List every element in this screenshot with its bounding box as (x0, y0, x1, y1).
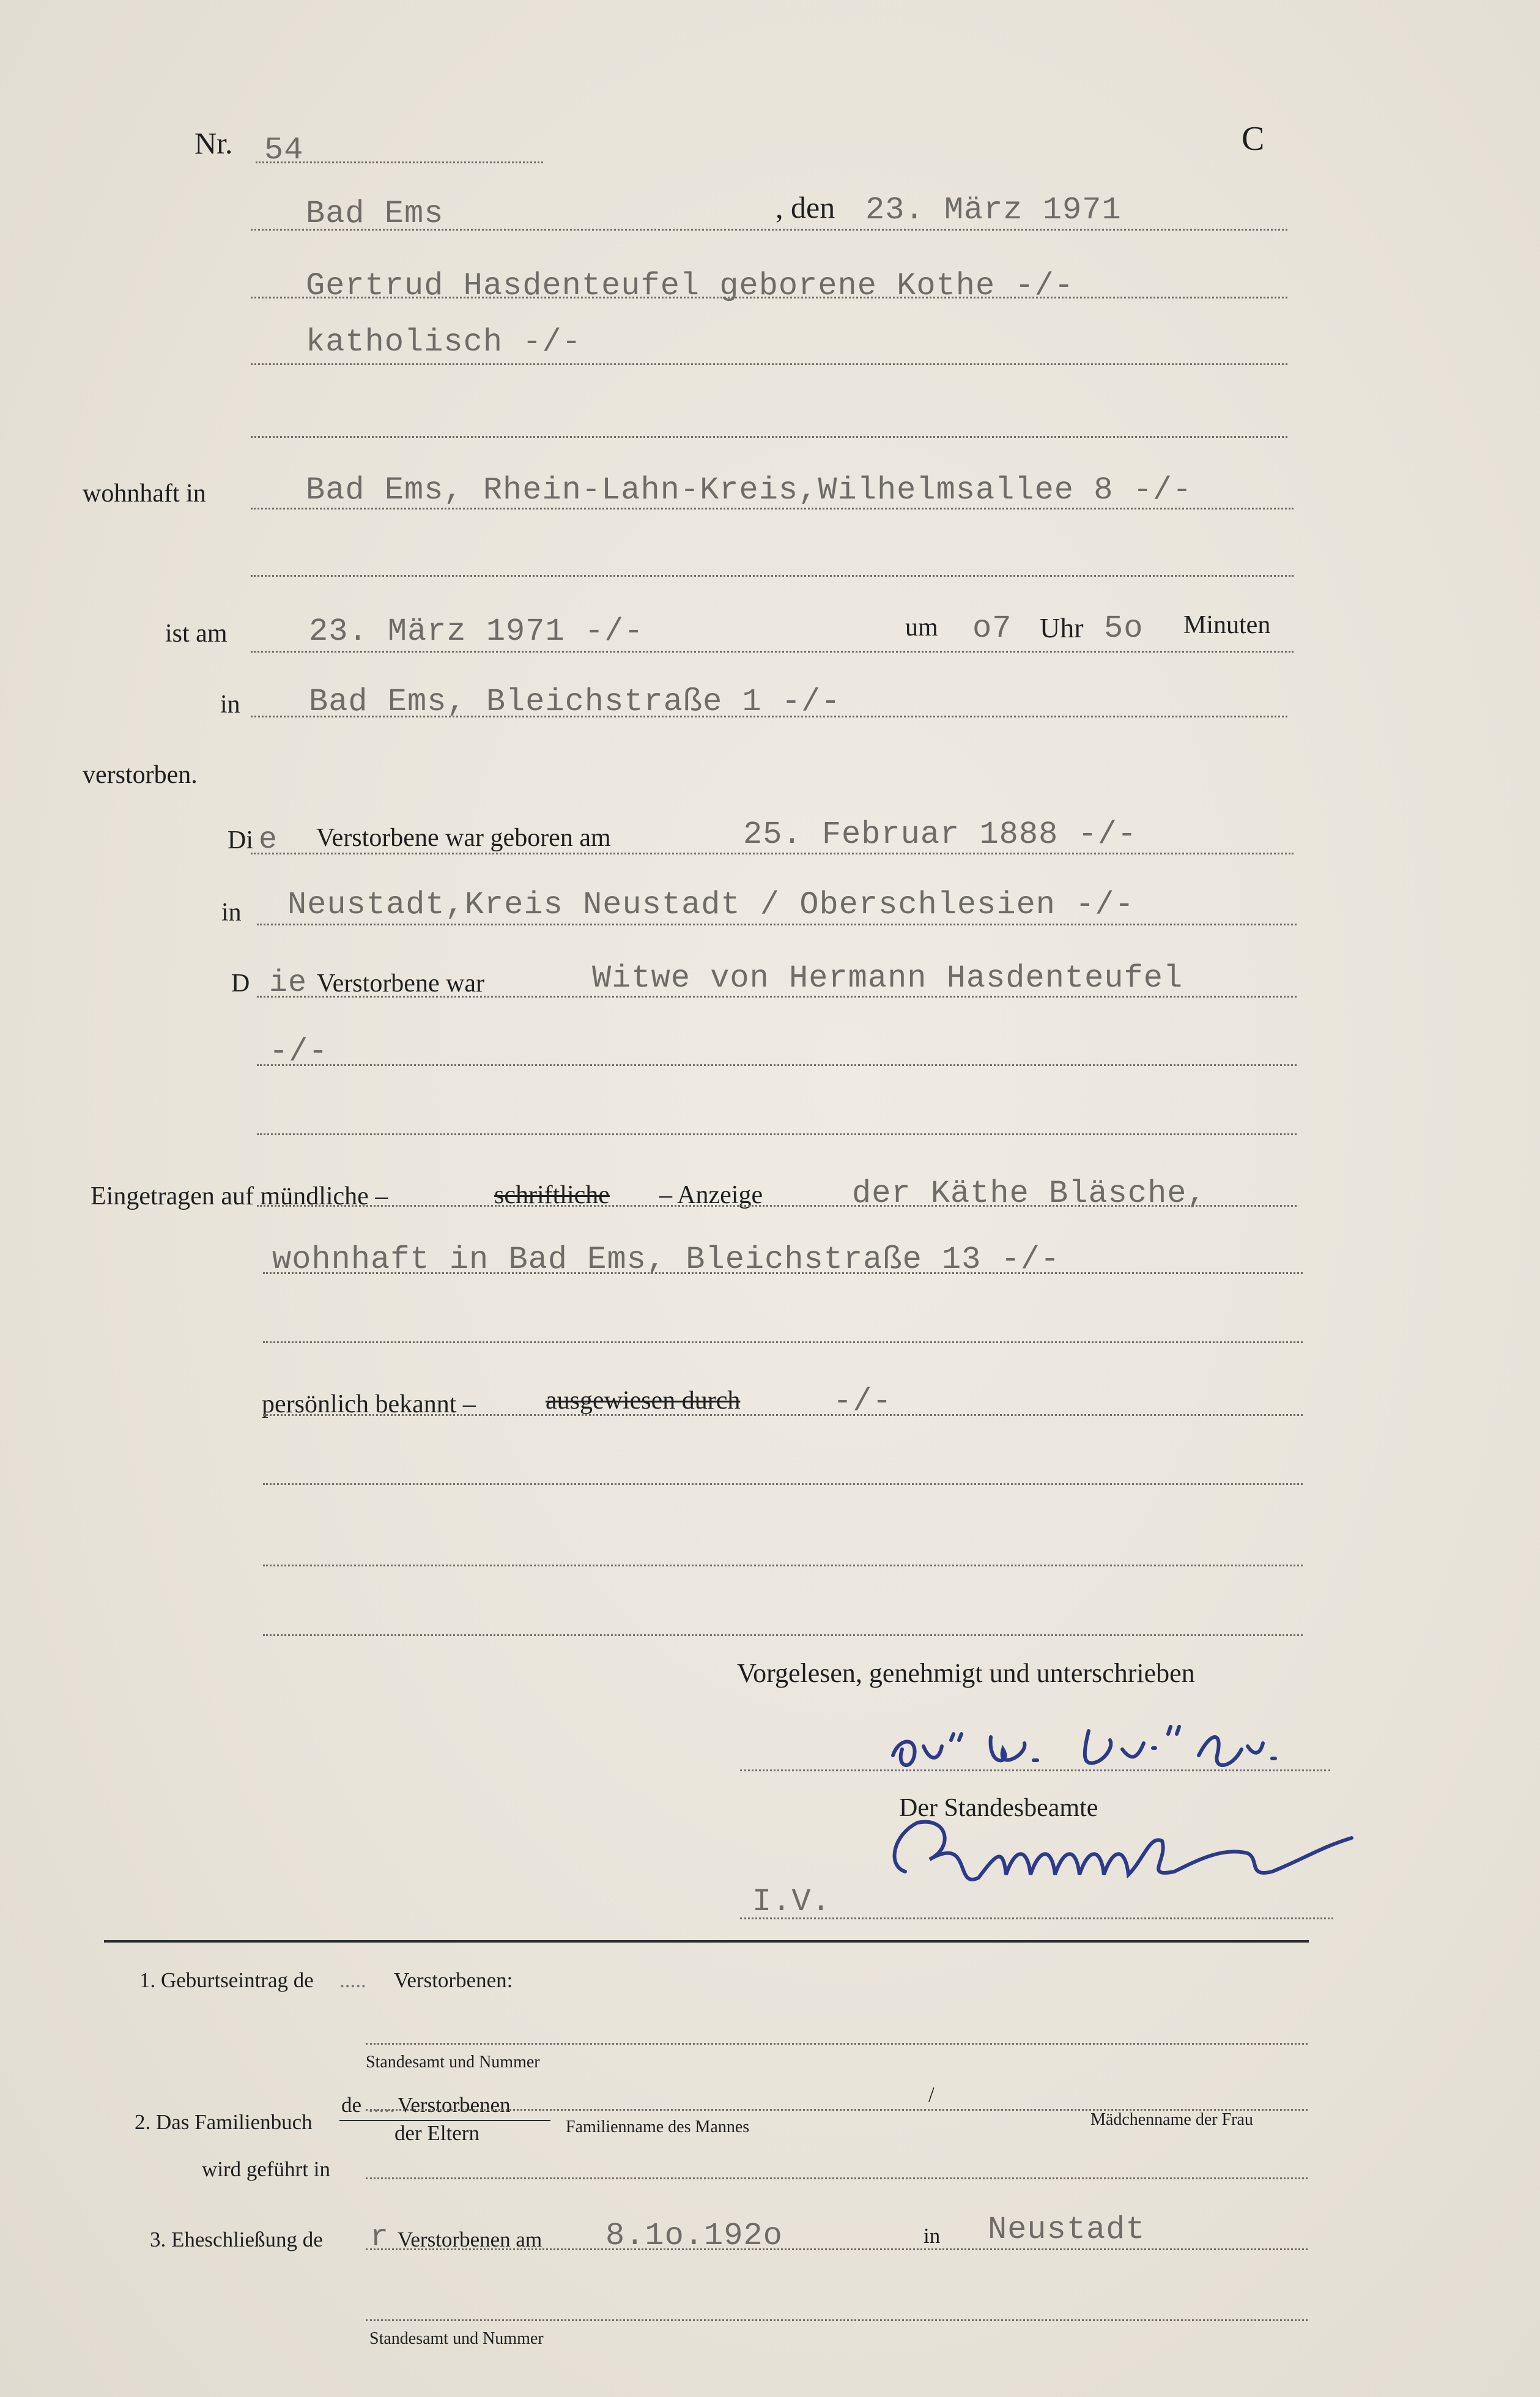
death-date-line (251, 651, 1294, 653)
death-place-value: Bad Ems, Bleichstraße 1 -/- (309, 684, 841, 720)
registration-line (257, 1205, 1297, 1207)
name-line (251, 297, 1287, 298)
birth-label: Verstorbene war geboren am (316, 824, 611, 852)
item3-typed: r (370, 2220, 390, 2255)
item3-in-label: in (924, 2224, 941, 2248)
death-date-label: ist am (165, 620, 228, 648)
marriage-date: 8.1o.192o (605, 2218, 783, 2254)
item2-slash: / (928, 2083, 935, 2106)
death-hour: o7 (972, 610, 1012, 646)
husband-name-label: Familienname des Mannes (566, 2117, 750, 2136)
blank-line-7 (263, 1634, 1303, 1636)
read-approved-text: Vorgelesen, genehmigt und unterschrieben (737, 1658, 1195, 1688)
item3-line-2 (366, 2319, 1308, 2321)
blank-line-3 (257, 1133, 1297, 1135)
death-minutes: 5o (1104, 610, 1144, 646)
verstorben-label: verstorben. (83, 761, 198, 789)
kept-in-label: wird geführt in (202, 2157, 330, 2181)
nr-label: Nr. (194, 126, 233, 160)
entry-number: 54 (264, 132, 304, 168)
standesamt-nummer-2: Standesamt und Nummer (369, 2329, 544, 2348)
item2-option-parents: der Eltern (394, 2121, 479, 2145)
informant-signature-line (740, 1769, 1330, 1771)
item2-de: de (341, 2093, 362, 2117)
informant-address: wohnhaft in Bad Ems, Bleichstraße 13 -/- (272, 1242, 1061, 1278)
kept-in-line (366, 2177, 1308, 2179)
record-date: 23. März 1971 (865, 192, 1122, 228)
death-place-line (251, 716, 1287, 717)
item1-dots: ..... (339, 1968, 366, 1992)
birth-date-line (251, 853, 1294, 854)
identity-label: persönlich bekannt – (262, 1390, 476, 1418)
registration-label-struck: schriftliche (494, 1181, 610, 1209)
item1-line (366, 2043, 1308, 2045)
marriage-place: Neustadt (988, 2212, 1146, 2248)
death-place-label: in (220, 691, 240, 719)
marital-label: Verstorbene war (317, 969, 485, 998)
blank-line-1 (251, 436, 1287, 438)
marital-value-2: -/- (269, 1034, 328, 1070)
registrar-label: Der Standesbeamte (899, 1794, 1098, 1822)
registrar-signature-line (740, 1917, 1333, 1919)
marital-label-prefix: D (231, 969, 250, 998)
place-value: Bad Ems (306, 196, 444, 232)
marital-label-typed: ie (269, 966, 308, 1001)
item1-label: 1. Geburtseintrag de (139, 1968, 314, 1992)
form-letter: C (1242, 120, 1265, 158)
item3-rest: Verstorbenen am (398, 2228, 542, 2251)
registration-line-2 (263, 1272, 1303, 1274)
item3-line (366, 2248, 1308, 2250)
entry-number-line (256, 161, 543, 163)
identity-struck: ausgewiesen durch (546, 1387, 741, 1415)
birth-place-label: in (221, 898, 242, 927)
residence-label: wohnhaft in (83, 480, 206, 508)
blank-line-4 (263, 1341, 1303, 1343)
marital-line (257, 996, 1297, 998)
wife-name-label: Mädchenname der Frau (1090, 2110, 1253, 2129)
birth-place-value: Neustadt,Kreis Neustadt / Oberschlesien -/- (287, 887, 1135, 923)
den-label: , den (776, 190, 835, 224)
death-date-value: 23. März 1971 -/- (309, 613, 644, 650)
um-label: um (905, 613, 938, 642)
item2-label: 2. Das Familienbuch (135, 2110, 313, 2134)
birth-label-prefix: Di (228, 826, 253, 854)
identity-value: -/- (833, 1384, 892, 1420)
religion-line (251, 363, 1287, 365)
identity-line (263, 1414, 1303, 1416)
blank-line-2 (251, 575, 1294, 577)
footer-separator (104, 1940, 1309, 1943)
place-date-line (251, 229, 1287, 231)
marital-value: Witwe von Hermann Hasdenteufel (592, 960, 1183, 996)
item2-option-deceased: Verstorbenen (398, 2093, 511, 2117)
uhr-label: Uhr (1040, 612, 1084, 643)
item1-rest: Verstorbenen: (394, 1968, 513, 1992)
birth-date-value: 25. Februar 1888 -/- (743, 817, 1138, 853)
birth-label-typed: e (259, 823, 278, 858)
item2-dots: ..... (368, 2093, 395, 2117)
registration-label-a: Eingetragen auf mündliche – (91, 1182, 388, 1210)
registrar-signature (881, 1810, 1370, 1908)
informant-name: der Käthe Bläsche, (852, 1176, 1207, 1212)
residence-line (251, 508, 1294, 509)
deceased-religion: katholisch -/- (306, 324, 582, 360)
blank-line-6 (263, 1565, 1303, 1566)
deceased-name: Gertrud Hasdenteufel geborene Kothe -/- (306, 268, 1074, 304)
standesamt-nummer-1: Standesamt und Nummer (366, 2053, 540, 2072)
registration-label-c: – Anzeige (659, 1181, 763, 1209)
iv-typed: I.V. (752, 1884, 831, 1920)
marital-line-2 (257, 1064, 1297, 1066)
minuten-label: Minuten (1183, 611, 1271, 639)
residence-value: Bad Ems, Rhein-Lahn-Kreis,Wilhelmsallee 8 -/- (306, 472, 1193, 508)
item3-label: 3. Eheschließung de (150, 2228, 323, 2251)
blank-line-5 (263, 1483, 1303, 1485)
birth-place-line (257, 924, 1297, 925)
